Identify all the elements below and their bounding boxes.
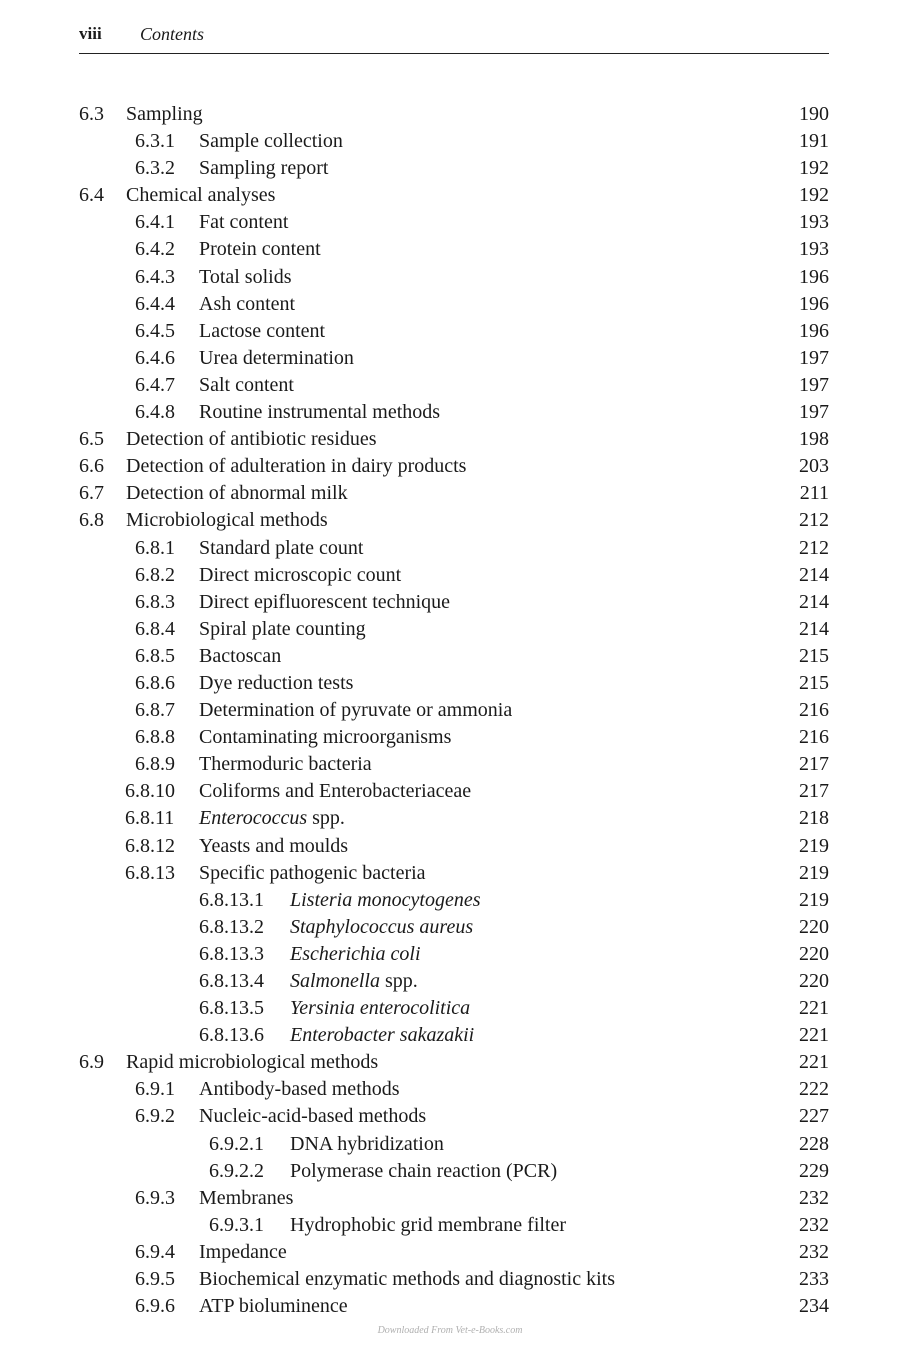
section-number: 6.8.1 — [135, 536, 175, 559]
toc-entry — [0, 535, 900, 562]
page-ref: 214 — [799, 590, 829, 613]
toc-entry — [0, 833, 900, 860]
page-ref: 197 — [799, 346, 829, 369]
toc-entry — [0, 724, 900, 751]
section-number: 6.8.11 — [125, 807, 175, 830]
section-title: Microbiological methods — [126, 509, 328, 532]
section-title: Contaminating microorganisms — [199, 726, 452, 749]
page-ref: 197 — [799, 401, 829, 424]
section-number: 6.9.2.1 — [209, 1132, 264, 1155]
toc-entry — [0, 995, 900, 1022]
section-number: 6.7 — [79, 482, 104, 505]
section-title: Routine instrumental methods — [199, 401, 441, 424]
section-title — [199, 805, 345, 832]
toc-entry — [0, 1076, 900, 1103]
toc-entry — [0, 480, 900, 507]
toc-entry — [0, 887, 900, 914]
section-title — [290, 887, 481, 914]
section-number: 6.3.2 — [135, 157, 175, 180]
toc-entry — [0, 507, 900, 534]
section-title: Rapid microbiological methods — [126, 1051, 379, 1074]
page-ref: 196 — [799, 265, 829, 288]
section-number: 6.4.4 — [135, 292, 175, 315]
section-title: Nucleic-acid-based methods — [199, 1105, 427, 1128]
toc-entry — [0, 643, 900, 670]
page-ref: 203 — [799, 455, 829, 478]
section-number: 6.9.3 — [135, 1186, 175, 1209]
section-number: 6.8.9 — [135, 753, 175, 776]
section-number: 6.9.4 — [135, 1240, 175, 1263]
running-header — [79, 22, 829, 54]
section-number: 6.9.3.1 — [209, 1213, 264, 1236]
toc-entry — [0, 264, 900, 291]
section-number: 6.3 — [79, 103, 104, 125]
toc-entry — [0, 616, 900, 643]
page-ref: 216 — [799, 726, 829, 749]
section-title: Sample collection — [199, 130, 343, 153]
page-ref: 191 — [799, 130, 829, 153]
section-title-rest: spp. — [380, 970, 418, 992]
section-title: Urea determination — [199, 346, 354, 369]
section-number: 6.8.13 — [125, 861, 175, 884]
section-number: 6.4.6 — [135, 346, 175, 369]
toc-entry — [0, 941, 900, 968]
page-ref: 215 — [799, 671, 829, 694]
page-ref: 196 — [799, 319, 829, 342]
section-number: 6.4.7 — [135, 373, 175, 396]
section-title — [290, 941, 421, 968]
page-ref: 220 — [799, 942, 829, 965]
page-ref: 193 — [799, 211, 829, 234]
section-title: Spiral plate counting — [199, 617, 366, 640]
section-number: 6.4.5 — [135, 319, 175, 342]
section-title: DNA hybridization — [290, 1132, 444, 1155]
toc-entry — [0, 805, 900, 832]
section-title: Salt content — [199, 373, 294, 396]
section-number: 6.8.4 — [135, 617, 175, 640]
section-title: Coliforms and Enterobacteriaceae — [199, 780, 472, 803]
toc-entry — [0, 968, 900, 995]
toc-entry — [0, 236, 900, 263]
section-number: 6.8.7 — [135, 699, 175, 722]
toc-entry — [0, 697, 900, 724]
page-ref: 192 — [799, 184, 829, 207]
page-ref: 233 — [799, 1268, 829, 1291]
section-number: 6.9.1 — [135, 1078, 175, 1101]
page-ref: 192 — [799, 157, 829, 180]
toc-entry — [0, 1185, 900, 1212]
page-ref: 220 — [799, 915, 829, 938]
page-number: viii — [79, 24, 102, 43]
page-ref: 228 — [799, 1132, 829, 1155]
section-number: 6.4.1 — [135, 211, 175, 234]
section-title-rest: spp. — [307, 807, 345, 830]
toc-entry — [0, 562, 900, 589]
page-ref: 211 — [799, 482, 829, 505]
toc-entry — [0, 1266, 900, 1293]
section-title: Detection of abnormal milk — [126, 482, 348, 505]
section-title: Detection of antibiotic residues — [126, 428, 377, 451]
section-title-italic: Escherichia coli — [290, 942, 421, 965]
section-title: Hydrophobic grid membrane filter — [290, 1213, 567, 1236]
toc-entry — [0, 128, 900, 155]
page-ref: 214 — [799, 563, 829, 586]
section-title: Polymerase chain reaction (PCR) — [290, 1159, 558, 1182]
section-title: Total solids — [199, 265, 292, 288]
section-number: 6.9.6 — [135, 1295, 175, 1318]
toc-entry — [0, 1293, 900, 1320]
section-number: 6.8 — [79, 509, 104, 532]
section-title: Biochemical enzymatic methods and diagnostic kits — [199, 1268, 616, 1291]
toc-entry — [0, 399, 900, 426]
section-title-italic: Enterobacter sakazakii — [290, 1024, 475, 1047]
section-title: Yeasts and moulds — [199, 834, 349, 857]
page-ref: 215 — [799, 644, 829, 667]
section-number: 6.8.13.5 — [199, 997, 264, 1020]
section-title: Standard plate count — [199, 536, 364, 559]
section-title: Protein content — [199, 238, 321, 261]
section-number: 6.8.8 — [135, 726, 175, 749]
page-ref: 214 — [799, 617, 829, 640]
toc-entry — [0, 860, 900, 887]
section-number: 6.8.13.2 — [199, 915, 264, 938]
section-number: 6.8.13.4 — [199, 970, 264, 992]
page-ref: 198 — [799, 428, 829, 451]
section-number: 6.8.5 — [135, 644, 175, 667]
section-number: 6.9.2 — [135, 1105, 175, 1128]
page-ref: 220 — [799, 970, 829, 992]
page-ref: 216 — [799, 699, 829, 722]
page-ref: 221 — [799, 1024, 829, 1047]
toc-entry — [0, 1103, 900, 1130]
section-title-italic: Enterococcus — [199, 807, 308, 830]
section-number: 6.5 — [79, 428, 104, 451]
section-title-italic: Listeria monocytogenes — [290, 888, 481, 911]
page-ref: 222 — [799, 1078, 829, 1101]
toc-entry — [0, 589, 900, 616]
section-number: 6.4 — [79, 184, 104, 207]
page-ref: 219 — [799, 888, 829, 911]
section-title-italic: Yersinia enterocolitica — [290, 997, 471, 1020]
section-title: Sampling report — [199, 157, 329, 180]
toc-entry — [0, 1022, 900, 1049]
section-number: 6.8.3 — [135, 590, 175, 613]
section-title: Membranes — [199, 1186, 294, 1209]
toc-entry — [0, 1049, 900, 1076]
section-title: Bactoscan — [199, 644, 282, 667]
page-ref: 221 — [799, 997, 829, 1020]
section-number: 6.6 — [79, 455, 104, 478]
page-ref: 229 — [799, 1159, 829, 1182]
page-ref: 196 — [799, 292, 829, 315]
page-ref: 219 — [799, 861, 829, 884]
toc-entry — [0, 914, 900, 941]
toc-entry — [0, 1131, 900, 1158]
section-title: Fat content — [199, 211, 289, 234]
section-title-italic: Salmonella — [290, 970, 380, 992]
section-title-italic: Staphylococcus aureus — [290, 915, 474, 938]
toc-entry — [0, 101, 900, 128]
section-number: 6.8.6 — [135, 671, 175, 694]
page-ref: 227 — [799, 1105, 829, 1128]
toc-entry — [0, 670, 900, 697]
section-title: Antibody-based methods — [199, 1078, 400, 1101]
toc-entry — [0, 1239, 900, 1266]
section-number: 6.3.1 — [135, 130, 175, 153]
section-title: ATP bioluminence — [199, 1295, 348, 1318]
section-title: Detection of adulteration in dairy products — [126, 455, 467, 478]
section-title: Dye reduction tests — [199, 671, 354, 694]
section-number: 6.9.2.2 — [209, 1159, 264, 1182]
page-ref: 232 — [799, 1186, 829, 1209]
section-number: 6.8.2 — [135, 563, 175, 586]
section-number: 6.8.13.3 — [199, 942, 264, 965]
section-title — [290, 995, 470, 1022]
page-ref: 212 — [799, 536, 829, 559]
running-title: Contents — [140, 24, 205, 44]
section-title: Lactose content — [199, 319, 326, 342]
toc-entry — [0, 1212, 900, 1239]
page-ref: 218 — [799, 807, 829, 830]
toc-entry — [0, 426, 900, 453]
section-title — [290, 968, 418, 995]
toc-entry — [0, 453, 900, 480]
toc-entry — [0, 778, 900, 805]
toc-entry — [0, 372, 900, 399]
section-title: Direct microscopic count — [199, 563, 402, 586]
section-number: 6.9.5 — [135, 1268, 175, 1291]
section-title: Sampling — [126, 103, 203, 125]
section-title: Impedance — [199, 1240, 287, 1263]
section-number: 6.8.13.6 — [199, 1024, 264, 1047]
toc-entry — [0, 182, 900, 209]
section-number: 6.4.2 — [135, 238, 175, 261]
section-number: 6.4.8 — [135, 401, 175, 424]
section-number: 6.8.10 — [125, 780, 175, 803]
page-ref: 219 — [799, 834, 829, 857]
section-number: 6.9 — [79, 1051, 104, 1074]
toc-entry — [0, 318, 900, 345]
section-title: Direct epifluorescent technique — [199, 590, 450, 613]
section-title: Chemical analyses — [126, 184, 276, 207]
page-ref: 221 — [799, 1051, 829, 1074]
page-ref: 232 — [799, 1213, 829, 1236]
toc-entry — [0, 751, 900, 778]
toc-entry — [0, 291, 900, 318]
download-watermark: Downloaded From Vet-e-Books.com — [377, 1325, 523, 1336]
page-ref: 193 — [799, 238, 829, 261]
page-ref: 212 — [799, 509, 829, 532]
toc-entry — [0, 1158, 900, 1185]
section-title: Ash content — [199, 292, 296, 315]
section-number: 6.8.12 — [125, 834, 175, 857]
page-ref: 232 — [799, 1240, 829, 1263]
section-title: Determination of pyruvate or ammonia — [199, 699, 513, 722]
toc-entry — [0, 209, 900, 236]
table-of-contents — [0, 101, 900, 1320]
page-ref: 234 — [799, 1295, 829, 1318]
section-title — [290, 914, 473, 941]
page-ref: 197 — [799, 373, 829, 396]
section-number: 6.4.3 — [135, 265, 175, 288]
page-ref: 190 — [799, 103, 829, 125]
section-number: 6.8.13.1 — [199, 888, 264, 911]
section-title: Thermoduric bacteria — [199, 753, 372, 776]
section-title — [290, 1022, 474, 1049]
toc-entry — [0, 155, 900, 182]
toc-entry — [0, 345, 900, 372]
section-title: Specific pathogenic bacteria — [199, 861, 426, 884]
page-ref: 217 — [799, 780, 829, 803]
page-ref: 217 — [799, 753, 829, 776]
